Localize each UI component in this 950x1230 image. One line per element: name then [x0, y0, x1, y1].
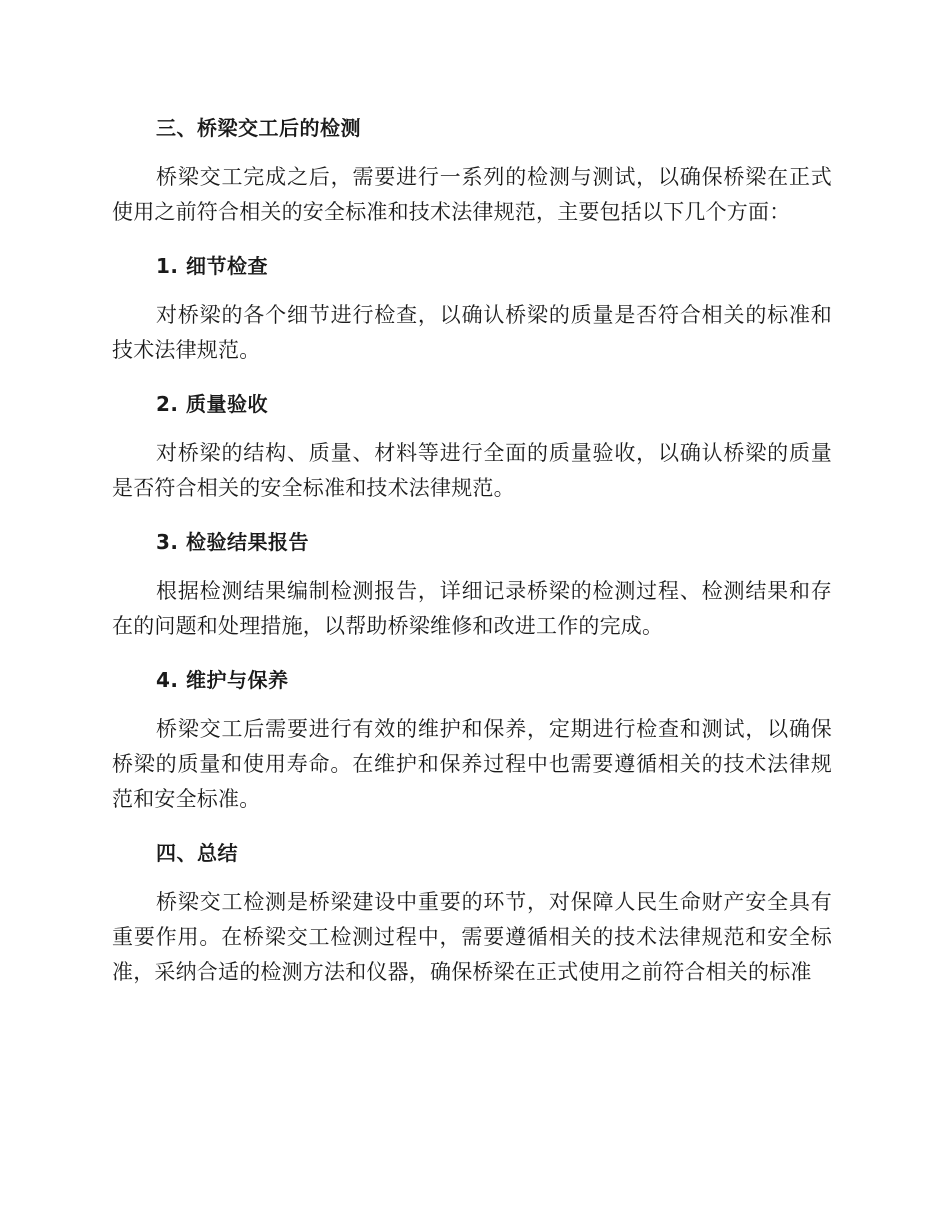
document-body: [112, 108, 832, 1006]
section-heading-summary: 四、总结: [156, 841, 238, 865]
section-paragraph-summary: 桥梁交工检测是桥梁建设中重要的环节，对保障人民生命财产安全具有重要作用。在桥梁交工检测过程中，需要遵循相关的技术法律规范和安全标准，采纳合适的检测方法和仪器，确保桥梁在正式使用之前符合相关的标准: [112, 890, 832, 984]
section-heading-inspection-after-completion: 三、桥梁交工后的检测: [156, 116, 361, 140]
section-paragraph-inspection-after-completion: 桥梁交工完成之后，需要进行一系列的检测与测试，以确保桥梁在正式使用之前符合相关的安全标准和技术法律规范，主要包括以下几个方面：: [112, 165, 832, 224]
subsection-heading-detail-check: 1. 细节检查: [156, 254, 268, 278]
subsection-paragraph-quality-acceptance: 对桥梁的结构、质量、材料等进行全面的质量验收，以确认桥梁的质量是否符合相关的安全标准和技术法律规范。: [112, 441, 832, 500]
subsection-paragraph-inspection-report: 根据检测结果编制检测报告，详细记录桥梁的检测过程、检测结果和存在的问题和处理措施，以帮助桥梁维修和改进工作的完成。: [112, 579, 832, 638]
subsection-heading-maintenance: 4. 维护与保养: [156, 668, 289, 692]
subsection-paragraph-detail-check: 对桥梁的各个细节进行检查，以确认桥梁的质量是否符合相关的标准和技术法律规范。: [112, 303, 832, 362]
subsection-paragraph-maintenance: 桥梁交工后需要进行有效的维护和保养，定期进行检查和测试，以确保桥梁的质量和使用寿命。在维护和保养过程中也需要遵循相关的技术法律规范和安全标准。: [112, 717, 832, 811]
subsection-heading-inspection-report: 3. 检验结果报告: [156, 530, 309, 554]
subsection-heading-quality-acceptance: 2. 质量验收: [156, 392, 268, 416]
